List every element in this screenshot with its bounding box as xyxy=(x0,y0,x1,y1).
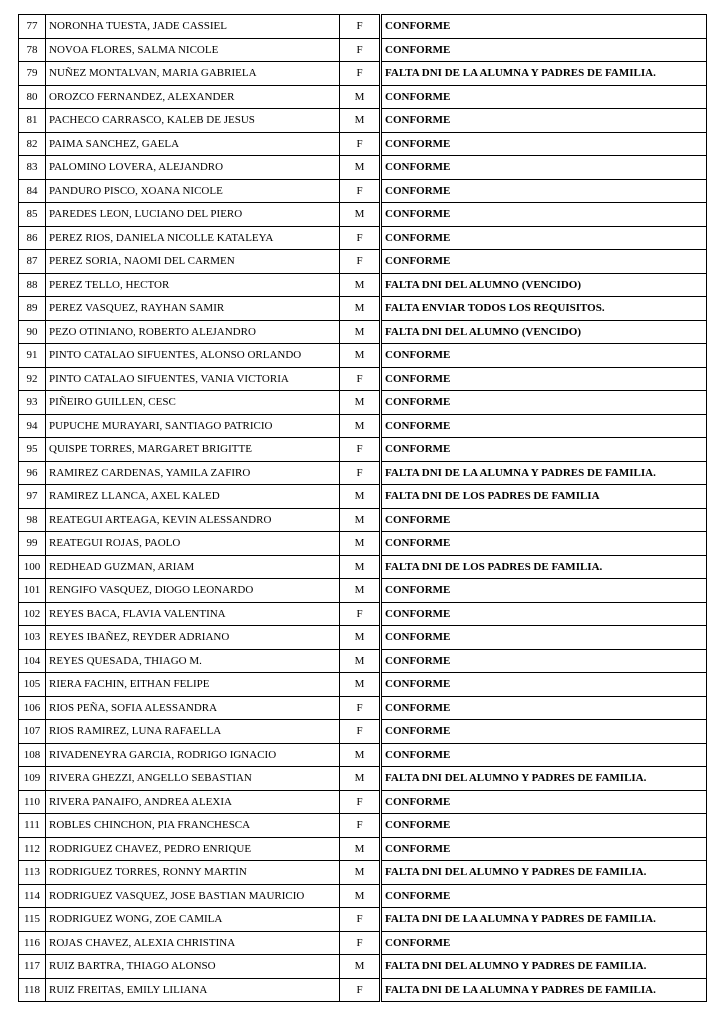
row-number: 112 xyxy=(19,837,46,861)
student-sex: M xyxy=(340,555,381,579)
student-name: PINTO CATALAO SIFUENTES, ALONSO ORLANDO xyxy=(46,344,340,368)
table-row xyxy=(19,579,707,603)
row-number: 93 xyxy=(19,391,46,415)
student-name: OROZCO FERNANDEZ, ALEXANDER xyxy=(46,85,340,109)
table-row xyxy=(19,814,707,838)
row-number: 97 xyxy=(19,485,46,509)
table-row xyxy=(19,861,707,885)
student-name: REATEGUI ROJAS, PAOLO xyxy=(46,532,340,556)
student-name: QUISPE TORRES, MARGARET BRIGITTE xyxy=(46,438,340,462)
student-sex: F xyxy=(340,696,381,720)
student-sex: M xyxy=(340,673,381,697)
student-name: RIOS PEÑA, SOFIA ALESSANDRA xyxy=(46,696,340,720)
student-name: RUIZ BARTRA, THIAGO ALONSO xyxy=(46,955,340,979)
requirement-status: FALTA ENVIAR TODOS LOS REQUISITOS. xyxy=(381,297,707,321)
student-sex: M xyxy=(340,273,381,297)
student-sex: F xyxy=(340,438,381,462)
student-name: RODRIGUEZ TORRES, RONNY MARTIN xyxy=(46,861,340,885)
student-name: RODRIGUEZ VASQUEZ, JOSE BASTIAN MAURICIO xyxy=(46,884,340,908)
student-name: RAMIREZ LLANCA, AXEL KALED xyxy=(46,485,340,509)
student-sex: M xyxy=(340,414,381,438)
table-row xyxy=(19,15,707,39)
row-number: 100 xyxy=(19,555,46,579)
row-number: 113 xyxy=(19,861,46,885)
student-sex: F xyxy=(340,461,381,485)
student-sex: F xyxy=(340,978,381,1002)
row-number: 101 xyxy=(19,579,46,603)
requirement-status: FALTA DNI DE LA ALUMNA Y PADRES DE FAMILIA. xyxy=(381,62,707,86)
student-sex: F xyxy=(340,38,381,62)
row-number: 78 xyxy=(19,38,46,62)
requirement-status: CONFORME xyxy=(381,884,707,908)
student-name: RODRIGUEZ WONG, ZOE CAMILA xyxy=(46,908,340,932)
student-name: NUÑEZ MONTALVAN, MARIA GABRIELA xyxy=(46,62,340,86)
table-row xyxy=(19,156,707,180)
row-number: 94 xyxy=(19,414,46,438)
requirement-status: FALTA DNI DEL ALUMNO (VENCIDO) xyxy=(381,273,707,297)
student-sex: F xyxy=(340,62,381,86)
row-number: 118 xyxy=(19,978,46,1002)
requirement-status: CONFORME xyxy=(381,579,707,603)
row-number: 84 xyxy=(19,179,46,203)
requirement-status: CONFORME xyxy=(381,720,707,744)
requirement-status: CONFORME xyxy=(381,132,707,156)
table-row xyxy=(19,884,707,908)
table-row xyxy=(19,320,707,344)
student-name: PEREZ VASQUEZ, RAYHAN SAMIR xyxy=(46,297,340,321)
student-sex: M xyxy=(340,626,381,650)
student-name: RIOS RAMIREZ, LUNA RAFAELLA xyxy=(46,720,340,744)
student-sex: F xyxy=(340,367,381,391)
table-row xyxy=(19,908,707,932)
table-row xyxy=(19,109,707,133)
requirement-status: CONFORME xyxy=(381,649,707,673)
student-name: RIERA FACHIN, EITHAN FELIPE xyxy=(46,673,340,697)
student-sex: M xyxy=(340,508,381,532)
table-row xyxy=(19,673,707,697)
table-row xyxy=(19,391,707,415)
student-sex: M xyxy=(340,203,381,227)
student-sex: M xyxy=(340,156,381,180)
table-row xyxy=(19,978,707,1002)
student-name: NORONHA TUESTA, JADE CASSIEL xyxy=(46,15,340,39)
student-sex: M xyxy=(340,884,381,908)
row-number: 89 xyxy=(19,297,46,321)
table-row xyxy=(19,649,707,673)
student-sex: M xyxy=(340,861,381,885)
table-row xyxy=(19,203,707,227)
row-number: 106 xyxy=(19,696,46,720)
table-row xyxy=(19,367,707,391)
table-row xyxy=(19,626,707,650)
requirement-status: CONFORME xyxy=(381,250,707,274)
requirement-status: CONFORME xyxy=(381,626,707,650)
student-sex: M xyxy=(340,955,381,979)
student-sex: F xyxy=(340,790,381,814)
table-row xyxy=(19,532,707,556)
student-name: REDHEAD GUZMAN, ARIAM xyxy=(46,555,340,579)
row-number: 96 xyxy=(19,461,46,485)
student-sex: F xyxy=(340,814,381,838)
table-row xyxy=(19,508,707,532)
requirement-status: CONFORME xyxy=(381,790,707,814)
student-sex: F xyxy=(340,226,381,250)
row-number: 88 xyxy=(19,273,46,297)
requirement-status: CONFORME xyxy=(381,696,707,720)
student-sex: M xyxy=(340,579,381,603)
table-row xyxy=(19,931,707,955)
table-row xyxy=(19,743,707,767)
row-number: 91 xyxy=(19,344,46,368)
requirement-status: CONFORME xyxy=(381,414,707,438)
table-row xyxy=(19,720,707,744)
row-number: 99 xyxy=(19,532,46,556)
student-name: RUIZ FREITAS, EMILY LILIANA xyxy=(46,978,340,1002)
table-row xyxy=(19,273,707,297)
student-name: PUPUCHE MURAYARI, SANTIAGO PATRICIO xyxy=(46,414,340,438)
student-sex: M xyxy=(340,485,381,509)
student-name: PEREZ RIOS, DANIELA NICOLLE KATALEYA xyxy=(46,226,340,250)
table-row xyxy=(19,226,707,250)
student-name: ROJAS CHAVEZ, ALEXIA CHRISTINA xyxy=(46,931,340,955)
row-number: 104 xyxy=(19,649,46,673)
requirement-status: CONFORME xyxy=(381,226,707,250)
table-row xyxy=(19,297,707,321)
requirement-status: FALTA DNI DEL ALUMNO Y PADRES DE FAMILIA. xyxy=(381,767,707,791)
row-number: 116 xyxy=(19,931,46,955)
student-sex: F xyxy=(340,908,381,932)
requirement-status: CONFORME xyxy=(381,391,707,415)
student-sex: F xyxy=(340,931,381,955)
student-sex: M xyxy=(340,344,381,368)
table-row xyxy=(19,790,707,814)
requirement-status: CONFORME xyxy=(381,508,707,532)
student-name: PANDURO PISCO, XOANA NICOLE xyxy=(46,179,340,203)
row-number: 98 xyxy=(19,508,46,532)
requirement-status: FALTA DNI DE LOS PADRES DE FAMILIA xyxy=(381,485,707,509)
table-row xyxy=(19,602,707,626)
row-number: 95 xyxy=(19,438,46,462)
student-name: RAMIREZ CARDENAS, YAMILA ZAFIRO xyxy=(46,461,340,485)
student-name: PEZO OTINIANO, ROBERTO ALEJANDRO xyxy=(46,320,340,344)
row-number: 80 xyxy=(19,85,46,109)
row-number: 114 xyxy=(19,884,46,908)
table-row xyxy=(19,344,707,368)
row-number: 103 xyxy=(19,626,46,650)
student-name: RIVERA GHEZZI, ANGELLO SEBASTIAN xyxy=(46,767,340,791)
student-sex: M xyxy=(340,109,381,133)
student-sex: F xyxy=(340,720,381,744)
student-name: PAREDES LEON, LUCIANO DEL PIERO xyxy=(46,203,340,227)
student-sex: M xyxy=(340,649,381,673)
requirement-status: CONFORME xyxy=(381,156,707,180)
student-name: REYES QUESADA, THIAGO M. xyxy=(46,649,340,673)
row-number: 115 xyxy=(19,908,46,932)
student-name: RIVADENEYRA GARCIA, RODRIGO IGNACIO xyxy=(46,743,340,767)
row-number: 87 xyxy=(19,250,46,274)
row-number: 90 xyxy=(19,320,46,344)
requirement-status: CONFORME xyxy=(381,673,707,697)
table-row xyxy=(19,38,707,62)
student-sex: M xyxy=(340,391,381,415)
row-number: 102 xyxy=(19,602,46,626)
student-name: PACHECO CARRASCO, KALEB DE JESUS xyxy=(46,109,340,133)
requirement-status: FALTA DNI DE LOS PADRES DE FAMILIA. xyxy=(381,555,707,579)
table-row xyxy=(19,85,707,109)
student-name: PEREZ TELLO, HECTOR xyxy=(46,273,340,297)
requirement-status: FALTA DNI DE LA ALUMNA Y PADRES DE FAMILIA. xyxy=(381,978,707,1002)
student-name: NOVOA FLORES, SALMA NICOLE xyxy=(46,38,340,62)
table-row xyxy=(19,62,707,86)
requirement-status: CONFORME xyxy=(381,602,707,626)
row-number: 105 xyxy=(19,673,46,697)
student-sex: F xyxy=(340,15,381,39)
table-row xyxy=(19,461,707,485)
student-sex: M xyxy=(340,767,381,791)
row-number: 111 xyxy=(19,814,46,838)
table-row xyxy=(19,179,707,203)
student-sex: M xyxy=(340,85,381,109)
student-sex: M xyxy=(340,743,381,767)
student-sex: F xyxy=(340,179,381,203)
requirement-status: CONFORME xyxy=(381,344,707,368)
requirement-status: CONFORME xyxy=(381,931,707,955)
table-row xyxy=(19,555,707,579)
row-number: 117 xyxy=(19,955,46,979)
student-name: PIÑEIRO GUILLEN, CESC xyxy=(46,391,340,415)
student-name: RODRIGUEZ CHAVEZ, PEDRO ENRIQUE xyxy=(46,837,340,861)
row-number: 109 xyxy=(19,767,46,791)
requirement-status: CONFORME xyxy=(381,532,707,556)
student-name: ROBLES CHINCHON, PIA FRANCHESCA xyxy=(46,814,340,838)
table-row xyxy=(19,250,707,274)
requirement-status: CONFORME xyxy=(381,179,707,203)
requirement-status: FALTA DNI DEL ALUMNO (VENCIDO) xyxy=(381,320,707,344)
requirement-status: CONFORME xyxy=(381,38,707,62)
student-sex: M xyxy=(340,837,381,861)
row-number: 83 xyxy=(19,156,46,180)
requirement-status: CONFORME xyxy=(381,367,707,391)
student-sex: F xyxy=(340,602,381,626)
requirement-status: CONFORME xyxy=(381,743,707,767)
table-row xyxy=(19,414,707,438)
row-number: 81 xyxy=(19,109,46,133)
requirement-status: FALTA DNI DE LA ALUMNA Y PADRES DE FAMILIA. xyxy=(381,908,707,932)
student-sex: M xyxy=(340,532,381,556)
row-number: 107 xyxy=(19,720,46,744)
student-name: REYES BACA, FLAVIA VALENTINA xyxy=(46,602,340,626)
student-requirements-table xyxy=(18,14,707,1002)
student-sex: F xyxy=(340,132,381,156)
requirement-status: CONFORME xyxy=(381,85,707,109)
table-row xyxy=(19,955,707,979)
student-name: RIVERA PANAIFO, ANDREA ALEXIA xyxy=(46,790,340,814)
student-name: PALOMINO LOVERA, ALEJANDRO xyxy=(46,156,340,180)
requirement-status: CONFORME xyxy=(381,438,707,462)
requirement-status: FALTA DNI DE LA ALUMNA Y PADRES DE FAMILIA. xyxy=(381,461,707,485)
row-number: 82 xyxy=(19,132,46,156)
table-row xyxy=(19,485,707,509)
student-sex: M xyxy=(340,320,381,344)
table-row xyxy=(19,696,707,720)
student-sex: M xyxy=(340,297,381,321)
student-sex: F xyxy=(340,250,381,274)
row-number: 85 xyxy=(19,203,46,227)
table-body xyxy=(19,15,707,1002)
student-name: PINTO CATALAO SIFUENTES, VANIA VICTORIA xyxy=(46,367,340,391)
table-row xyxy=(19,767,707,791)
row-number: 110 xyxy=(19,790,46,814)
table-row xyxy=(19,837,707,861)
requirement-status: CONFORME xyxy=(381,837,707,861)
row-number: 86 xyxy=(19,226,46,250)
row-number: 77 xyxy=(19,15,46,39)
student-name: PEREZ SORIA, NAOMI DEL CARMEN xyxy=(46,250,340,274)
requirement-status: CONFORME xyxy=(381,109,707,133)
row-number: 79 xyxy=(19,62,46,86)
student-name: REYES IBAÑEZ, REYDER ADRIANO xyxy=(46,626,340,650)
student-name: REATEGUI ARTEAGA, KEVIN ALESSANDRO xyxy=(46,508,340,532)
table-row xyxy=(19,132,707,156)
student-name: RENGIFO VASQUEZ, DIOGO LEONARDO xyxy=(46,579,340,603)
requirement-status: CONFORME xyxy=(381,15,707,39)
student-name: PAIMA SANCHEZ, GAELA xyxy=(46,132,340,156)
requirement-status: CONFORME xyxy=(381,203,707,227)
row-number: 108 xyxy=(19,743,46,767)
table-row xyxy=(19,438,707,462)
requirement-status: FALTA DNI DEL ALUMNO Y PADRES DE FAMILIA. xyxy=(381,861,707,885)
requirement-status: CONFORME xyxy=(381,814,707,838)
row-number: 92 xyxy=(19,367,46,391)
requirement-status: FALTA DNI DEL ALUMNO Y PADRES DE FAMILIA. xyxy=(381,955,707,979)
